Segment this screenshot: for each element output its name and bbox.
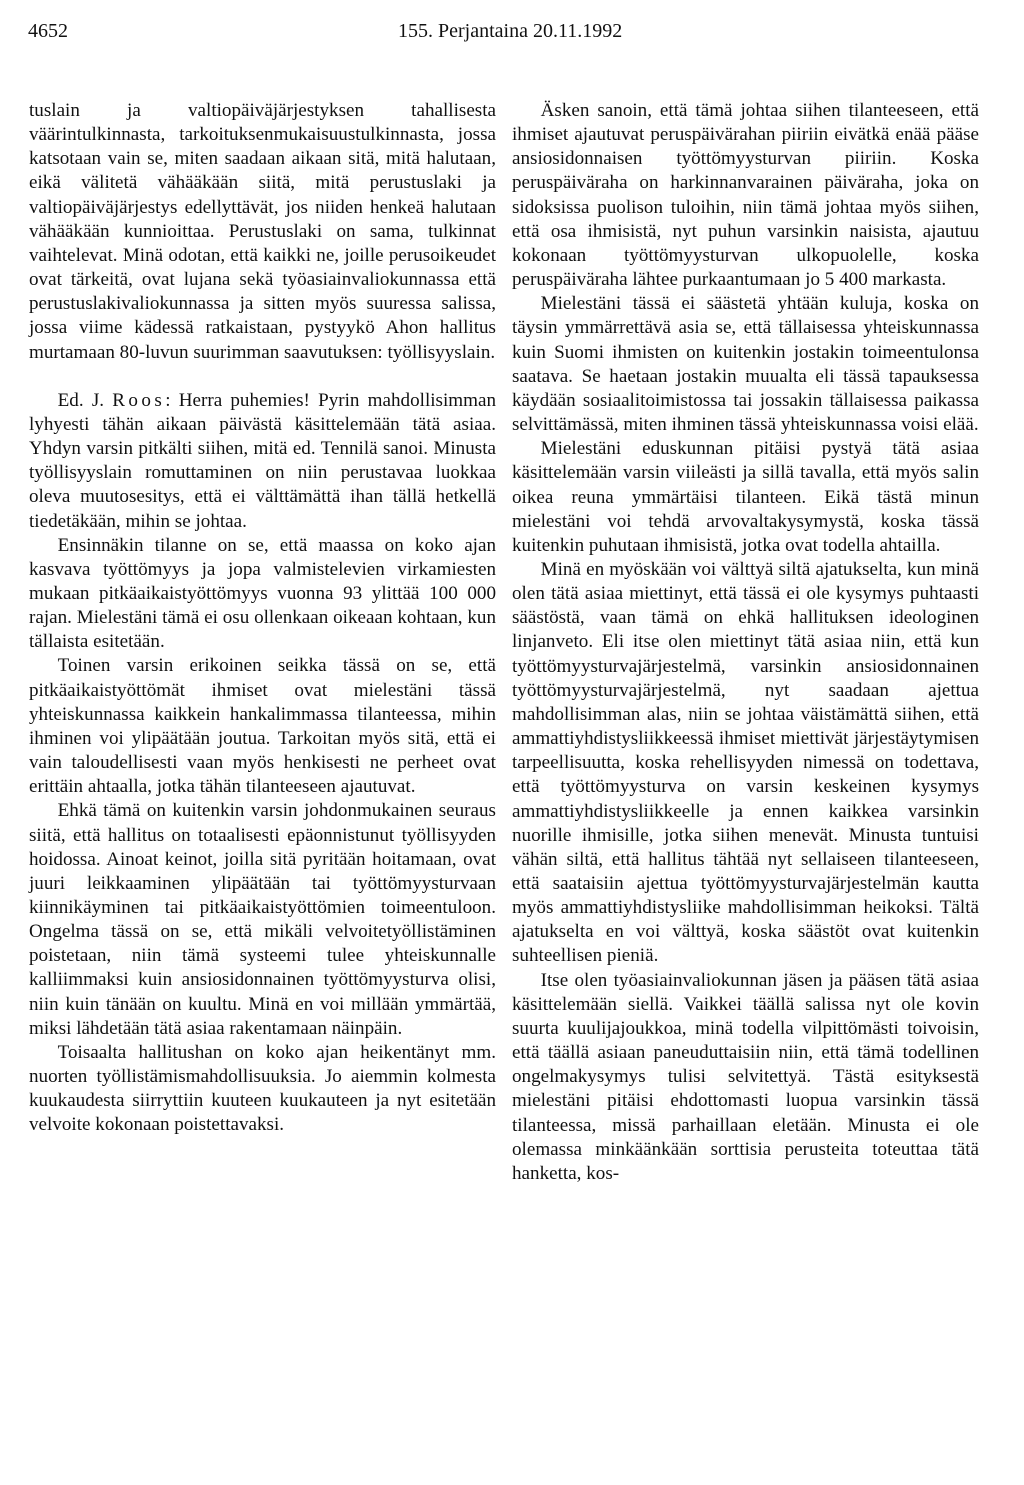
paragraph: Ensinnäkin tilanne on se, että maassa on koko ajan kasvava työttömyys ja jopa valmistelevien virkamiesten mukaan pitkäaikaistyöttömyys vuonna 93 ylittää 100 000 rajan. Mielestäni tämä ei osu ollenkaan oikeaan kohtaan, kun tällaista esitetään. (29, 534, 496, 653)
speech-text: : Herra puhemies! Pyrin mahdollisimman lyhyesti tähän aikaan päivästä käsittelemään tätä asiaa. Yhdyn varsin pitkälti siihen, mitä ed. Tennilä sanoi. Minusta työllisyyslain romuttaminen on niin perustavaa luokkaa oleva muutosesitys, että ei välttämättä ihan tällä hetkellä tiedetäkään, mihin se johtaa. (29, 389, 497, 532)
running-head: 155. Perjantaina 20.11.1992 (398, 20, 623, 42)
page-header (28, 20, 978, 50)
paragraph: Mielestäni eduskunnan pitäisi pystyä tätä asiaa käsittelemään varsin viileästi ja sillä tavalla, että myös salin oikea reuna ymmärtäisi tilanteen. Eikä tästä minun mielestäni voi tehdä arvovaltakysymystä, koska tässä kuitenkin puhutaan ihmisistä, jotka ovat todella ahtailla. (512, 438, 979, 556)
paragraph: Itse olen työasiainvaliokunnan jäsen ja pääsen tätä asiaa käsittelemään siellä. Vaikkei täällä salissa nyt ole kovin suurta kuulijajoukkoa, minä todella vilpittömästi toivoisin, että täällä asiaan paneuduttaisiin niin, että tämä todellinen ongelmakysymys tulisi selvitettyä. Tästä esityksestä mielestäni pitäisi ehdottomasti luopua varsinkin tässä tilanteessa, missä parhaillaan eletään. Minusta ei ole olemassa minkäänkään sorttisia perusteita toteuttaa tätä hanketta, kos- (512, 969, 979, 1184)
speaker-prefix: Ed. J. (57, 389, 113, 411)
paragraph: Ehkä tämä on kuitenkin varsin johdonmukainen seuraus siitä, että hallitus on totaalisesti epäonnistunut työllisyyden hoidossa. Ainoat keinot, joilla sitä pyritään hoitamaan, ovat juuri leikkaaminen ylipäätään tai työttömyysturvaan kiinnikäyminen tai pitkäaikaistyöttömien toimeentuloon. Ongelma tässä on se, että mikäli velvoitetyöllistäminen poistetaan, niin tämä systeemi tulee yhteiskunnalle kalliimmaksi kuin ansiosidonnainen työttömyysturva olisi, niin kuin tänään on kuultu. Minä en voi millään ymmärtää, miksi lähdetään tätä asiaa rakentamaan näinpäin. (29, 800, 496, 1039)
right-column (512, 99, 979, 1186)
paragraph: Minä en myöskään voi välttyä siltä ajatukselta, kun minä olen tätä asiaa miettinyt, että tässä ei ole kysymys puhtaasti säästöstä, vaan tämä on ehkä hallituksen ideologinen linjanveto. Eli itse olen miettinyt tätä asiaa niin, että kun työttömyysturvajärjestelmä, varsinkin ansiosidonnainen työttömyysturvajärjestelmä, nyt saadaan ajettua mahdollisimman alas, niin se johtaa väistämättä siihen, että ammattiyhdistysliikkeessä ihmiset miettivät järjestäytymisen tarpeellisuutta, koska rehellisyyden nimessä on todettava, että työttömyysturva on varsin keskeinen kysymys ammattiyhdistysliikkeelle ja ennen kaikkea varsinkin nuorille ihmisille, jotka siihen menevät. Minusta tuntuisi vähän siltä, että hallitus tähtää nyt sellaiseen tilanteeseen, että saataisiin ajettua työttömyysturvajärjestelmän kautta myös ammattiyhdistysliike mahdollisimman heikoksi. Tältä ajatukselta en voi välttyä, koska säästöt ovat kuitenkin suhteellisen pieniä. (512, 558, 979, 967)
paragraph: Toinen varsin erikoinen seikka tässä on se, että pitkäaikaistyöttömät ihmiset ovat mielestäni tässä yhteiskunnassa kaikkein hankalimmassa tilanteessa, mihin ihminen voi ylipäätään joutua. Tarkoitan myös sitä, että ei vain taloudellisesti vaan myös henkisesti ne perheet ovat erittäin ahtaalla, jotka tähän tilanteeseen ajautuvat. (29, 655, 496, 798)
page-number: 4652 (28, 20, 68, 42)
paragraph: Mielestäni tässä ei säästetä yhtään kuluja, koska on täysin ymmärrettävä asia se, että tällaisessa yhteiskunnassa kuin Suomi ihmisten on kuitenkin jostakin toimeentulonsa saatava. Se haetaan jostakin muualta eli tässä tapauksessa käydään sosiaalitoimistossa tai jossakin tällaisessa paikassa selvittämässä, miten ihminen tässä yhteiskunnassa voisi elää. (512, 293, 979, 436)
paragraph: Toisaalta hallitushan on koko ajan heikentänyt mm. nuorten työllistämismahdollisuuksia. Jo aiemmin kolmesta kuukaudesta siirryttiin kuuteen kuukauteen ja nyt esitetään velvoite kokonaan poistettavaksi. (29, 1041, 496, 1136)
left-column (29, 99, 496, 1138)
paragraph: Äsken sanoin, että tämä johtaa siihen tilanteeseen, että ihmiset ajautuvat peruspäivärahan piiriin eivätkä enää pääse ansiosidonnaisen työttömyysturvan piiriin. Koska peruspäiväraha on harkinnanvarainen päiväraha, joka on sidoksissa puolison tuloihin, niin tämä johtaa myös siihen, että osa ihmisistä, nyt puhun varsinkin naisista, ajautuu kokonaan työttömyysturvan ulkopuolelle, koska peruspäiväraha lähtee purkaantumaan jo 5 400 markasta. (512, 100, 979, 291)
speaker-paragraph (29, 389, 496, 534)
paragraph: tuslain ja valtiopäiväjärjestyksen tahallisesta väärintulkinnasta, tarkoituksenmukaisuustulkinnasta, jossa katsotaan vain se, miten saadaan aikaan sitä, mitä halutaan, eikä välitetä vähääkään siitä, mitä perustuslaki ja valtiopäiväjärjestys edellyttävät, jos niiden henkeä halutaan vähääkään kunnioittaa. Perustuslaki on sama, tulkinnat vaihtelevat. Minä odotan, että kaikki ne, joille perusoikeudet ovat tärkeitä, ovat lujana sekä työasiainvaliokunnassa että perustuslakivaliokunnassa ja sitten myös suuressa salissa, jossa viime kädessä ratkaistaan, pystyykö Ahon hallitus murtamaan 80-luvun suurimman saavutuksen: työllisyyslain. (29, 100, 496, 363)
speaker-name: Roos (112, 389, 166, 411)
